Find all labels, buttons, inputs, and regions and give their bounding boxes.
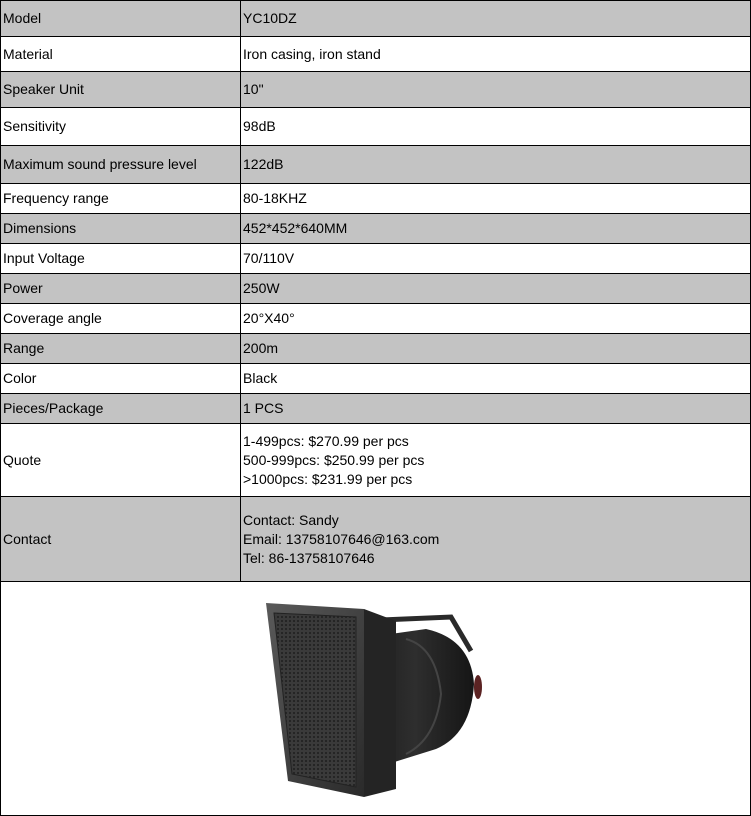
quote-line: 500-999pcs: $250.99 per pcs [243,451,425,468]
spec-value: YC10DZ [241,1,751,37]
contact-line: Contact: Sandy [243,511,339,528]
quote-value [241,424,751,497]
spec-value: 122dB [241,146,751,184]
spec-row-range [1,334,751,364]
spec-value: 200m [241,334,751,364]
product-photo-cell [1,582,751,816]
spec-label: Dimensions [1,214,241,244]
spec-row-contact [1,497,751,582]
spec-row-pieces [1,394,751,424]
spec-value: 20°X40° [241,304,751,334]
spec-row-photo [1,582,751,816]
spec-value: 250W [241,274,751,304]
spec-row-coverage [1,304,751,334]
spec-value: 10" [241,72,751,108]
spec-value: Iron casing, iron stand [241,37,751,72]
spec-row-color [1,364,751,394]
spec-label: Range [1,334,241,364]
quote-label: Quote [1,424,241,497]
spec-value: 1 PCS [241,394,751,424]
spec-row-speaker-unit [1,72,751,108]
contact-line: Tel: 86-13758107646 [243,549,375,566]
spec-label: Color [1,364,241,394]
spec-row-quote [1,424,751,497]
spec-label: Pieces/Package [1,394,241,424]
quote-line: >1000pcs: $231.99 per pcs [243,470,413,487]
contact-line: Email: 13758107646@163.com [243,530,440,547]
horn-speaker-photo [256,599,496,799]
spec-value: 452*452*640MM [241,214,751,244]
contact-value [241,497,751,582]
spec-row-power [1,274,751,304]
spec-label: Speaker Unit [1,72,241,108]
spec-label: Input Voltage [1,244,241,274]
spec-row-max-spl [1,146,751,184]
spec-value: Black [241,364,751,394]
spec-value: 80-18KHZ [241,184,751,214]
spec-row-frequency [1,184,751,214]
spec-label: Model [1,1,241,37]
spec-value: 70/110V [241,244,751,274]
spec-label: Sensitivity [1,108,241,146]
spec-label: Maximum sound pressure level [1,146,241,184]
spec-label: Power [1,274,241,304]
spec-row-dimensions [1,214,751,244]
spec-value: 98dB [241,108,751,146]
quote-line: 1-499pcs: $270.99 per pcs [243,432,409,449]
spec-row-sensitivity [1,108,751,146]
spec-label: Frequency range [1,184,241,214]
spec-row-material [1,37,751,72]
spec-row-model [1,1,751,37]
spec-label: Coverage angle [1,304,241,334]
spec-row-input-voltage [1,244,751,274]
contact-label: Contact [1,497,241,582]
spec-label: Material [1,37,241,72]
